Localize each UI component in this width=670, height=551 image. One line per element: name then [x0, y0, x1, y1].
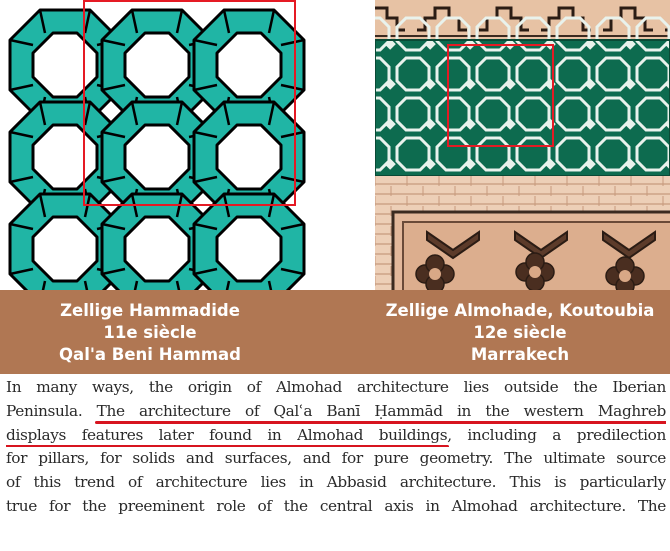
text-line-3-end: , including a predilection	[447, 425, 666, 444]
caption-right-title: Zellige Almohade, Koutoubia	[385, 301, 655, 320]
book-excerpt	[6, 376, 666, 519]
octagon-hole	[217, 217, 281, 281]
octagon-hole	[125, 217, 189, 281]
caption-right-century: 12e siècle	[473, 323, 567, 342]
text-line-4: for pillars, for solids and surfaces, and for pure geometry. The ultimate source	[6, 449, 666, 468]
caption-left-century: 11e siècle	[103, 323, 197, 342]
highlight-box-left	[83, 0, 296, 206]
rosette-center	[619, 270, 631, 282]
caption-band	[0, 290, 670, 374]
caption-right-place: Marrakech	[470, 345, 570, 364]
carved-stucco-panel	[393, 212, 670, 290]
underlined-phrase-1: The architecture of Qalʿa Banī Ḥammād in the western Maghreb	[96, 401, 666, 420]
lattice-cell	[194, 194, 304, 290]
hammadid-zellige-image	[0, 0, 333, 290]
text-line-2	[6, 400, 666, 424]
underlined-phrase-2: displays features later found in Almohad buildings	[6, 425, 448, 444]
caption-left	[0, 300, 300, 366]
text-line-5: of this trend of architecture lies in Abbasid architecture. This is particularly	[6, 473, 666, 492]
almohad-zellige-image	[375, 0, 670, 290]
caption-right	[370, 300, 670, 366]
caption-left-place: Qal'a Beni Hammad	[59, 345, 241, 364]
caption-left-title: Zellige Hammadide	[60, 301, 240, 320]
text-line-1: In many ways, the origin of Almohad architecture lies outside the Iberian	[6, 378, 666, 396]
rosette-center	[529, 266, 541, 278]
octagon-hole	[33, 217, 97, 281]
highlight-box-right	[447, 44, 554, 147]
text-line-3	[6, 424, 666, 448]
text-line-2-start: Peninsula.	[6, 401, 97, 420]
text-line-6: true for the preeminent role of the central axis in Almohad architecture. The	[6, 496, 666, 515]
rosette-center	[429, 268, 441, 280]
